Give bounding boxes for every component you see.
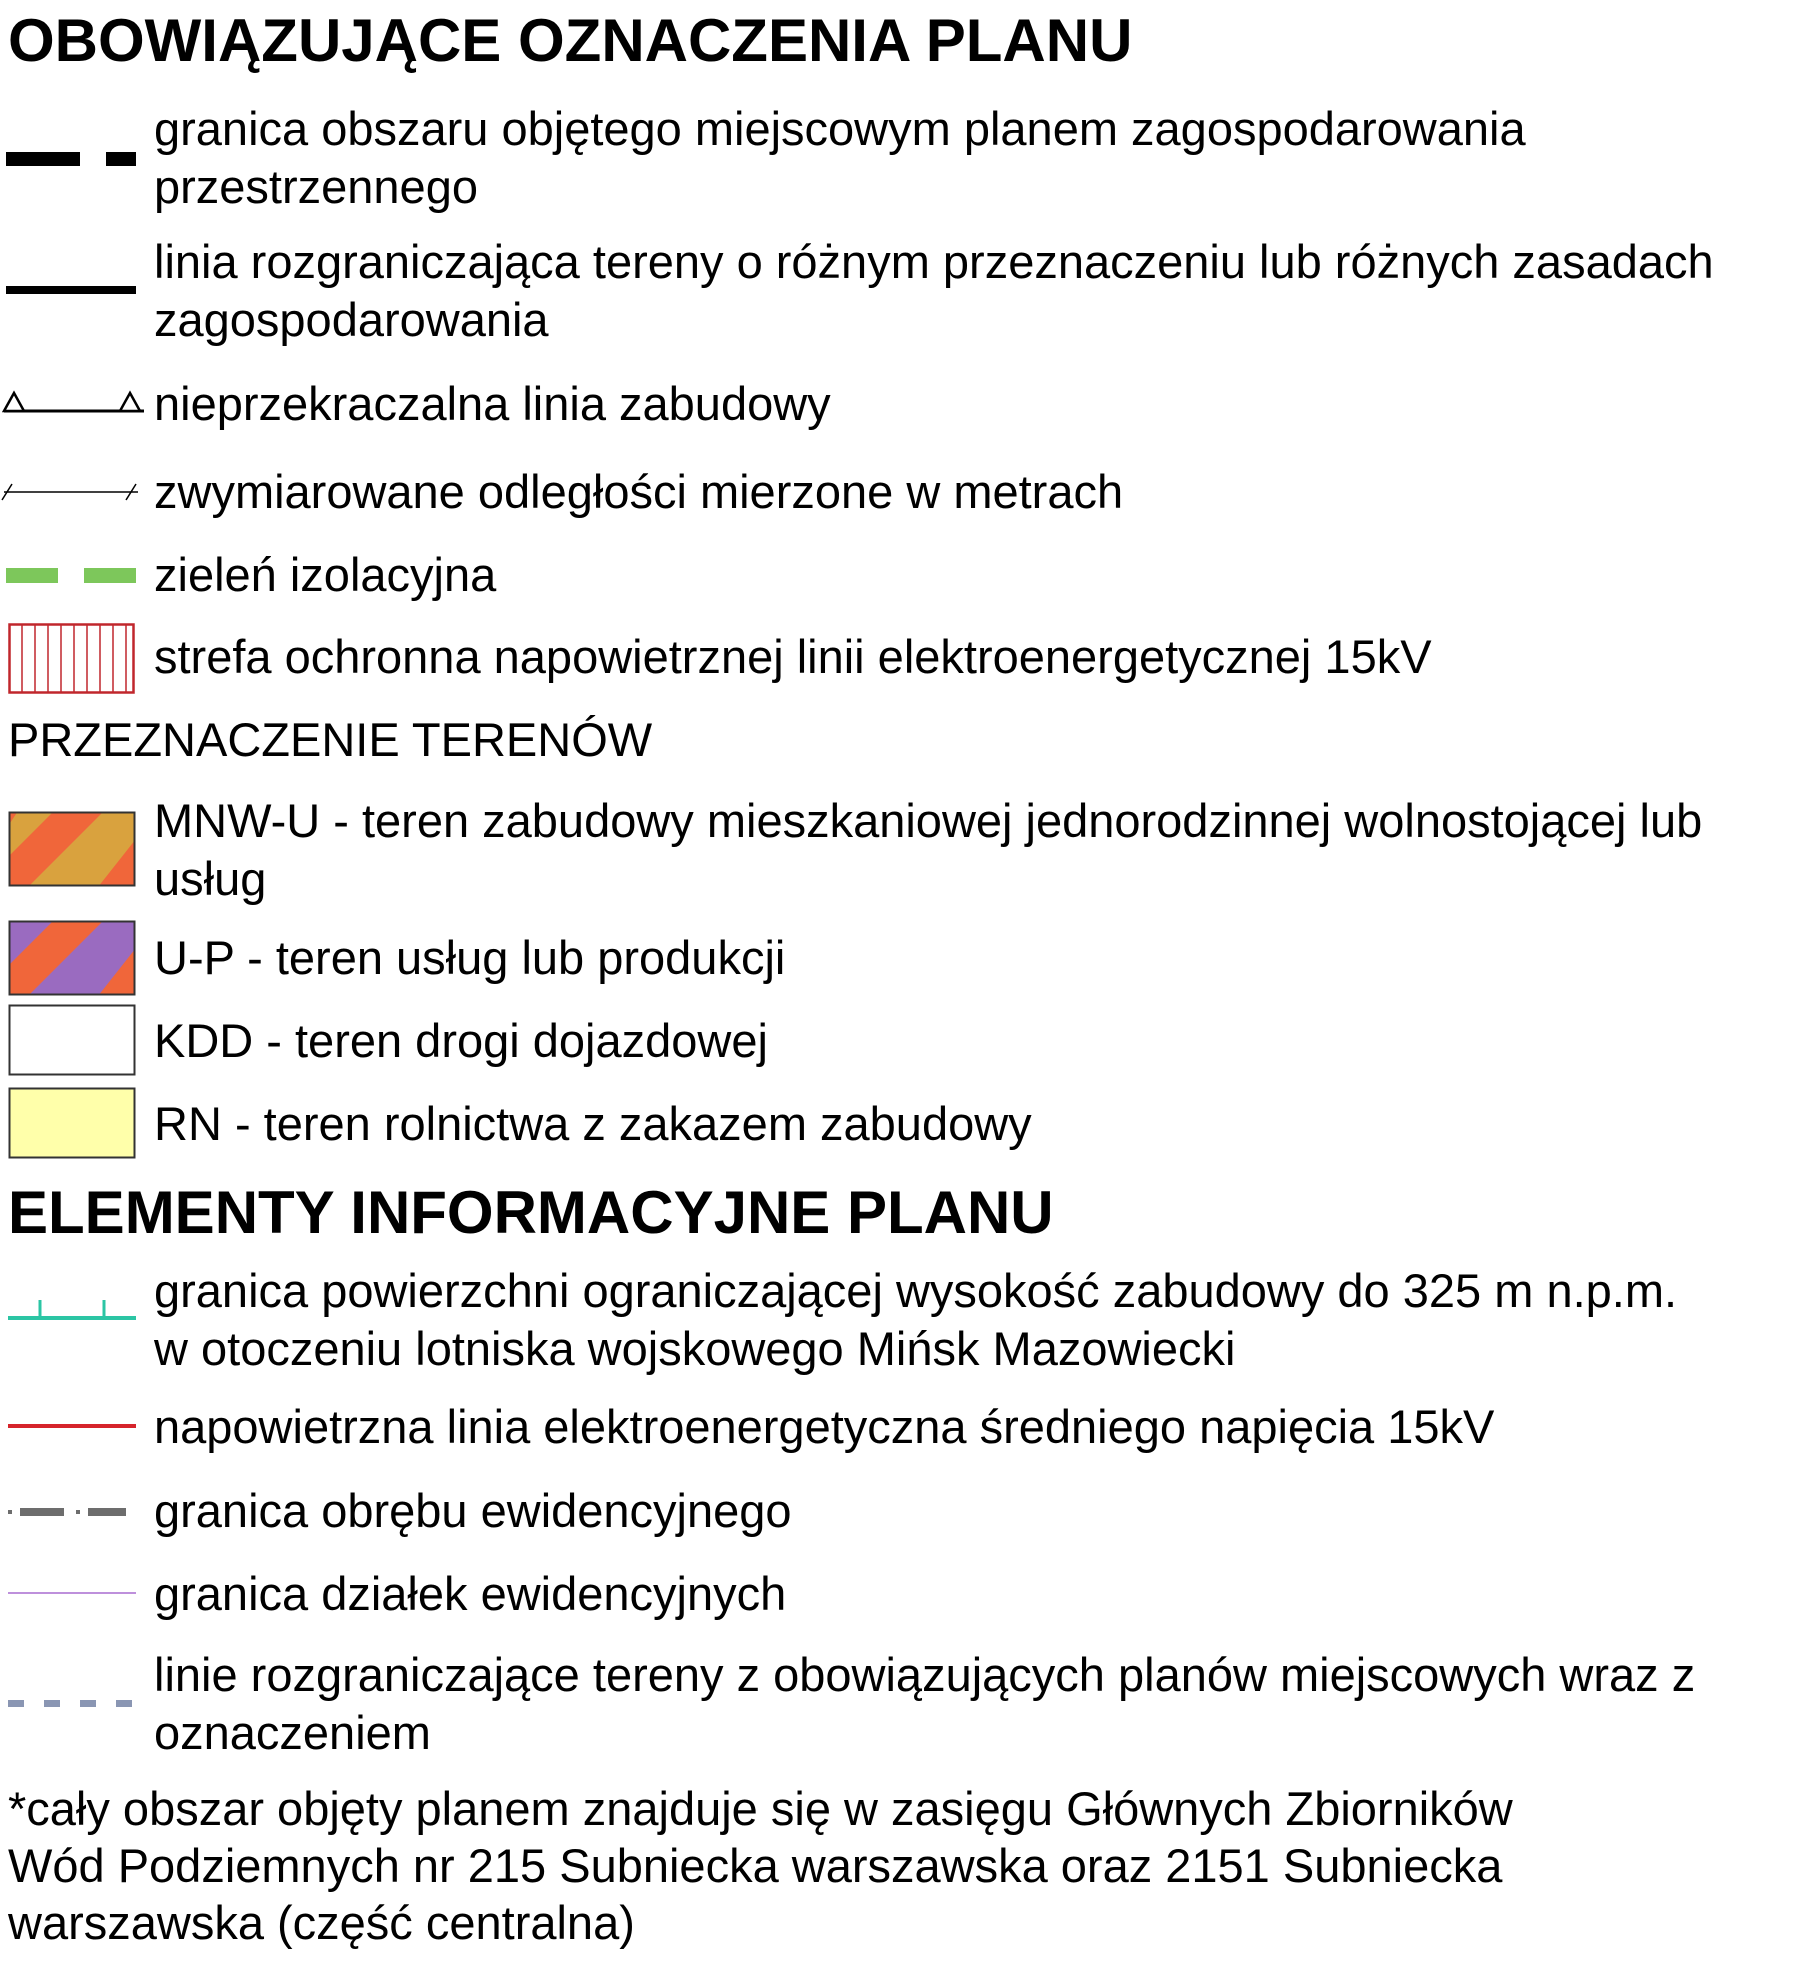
footnote-line: warszawska (część centralna): [8, 1896, 635, 1949]
grey-dash-dot-line-icon: [6, 1504, 136, 1520]
legend-label-line: U-P - teren usług lub produkcji: [154, 931, 786, 984]
legend-label-line: granica powierzchni ograniczającej wysokość zabudowy do 325 m n.p.m.: [154, 1264, 1678, 1317]
rn-swatch-icon: [8, 1087, 136, 1159]
heading-obligatory: OBOWIĄZUJĄCE OZNACZENIA PLANU: [8, 7, 1133, 74]
blue-grey-dashed-line-icon: [8, 1698, 136, 1710]
green-dashed-line-icon: [6, 566, 136, 586]
legend-label-line: granica obrębu ewidencyjnego: [154, 1484, 792, 1537]
thick-dashed-line-icon: [6, 150, 136, 170]
red-hatched-box-icon: [8, 623, 136, 695]
teal-ticked-line-icon: [8, 1296, 136, 1322]
red-line-icon: [8, 1420, 136, 1432]
legend-label-line: usług: [154, 852, 267, 905]
legend-label-line: w otoczeniu lotniska wojskowego Mińsk Mazowiecki: [154, 1322, 1236, 1375]
legend-label-line: MNW-U - teren zabudowy mieszkaniowej jednorodzinnej wolnostojącej lub: [154, 794, 1703, 847]
heading-informational: ELEMENTY INFORMACYJNE PLANU: [8, 1179, 1054, 1246]
legend-label-line: zieleń izolacyjna: [154, 548, 497, 601]
legend-label-line: linie rozgraniczające tereny z obowiązujących planów miejscowych wraz z: [154, 1648, 1696, 1701]
legend-label-line: linia rozgraniczająca tereny o różnym przeznaczeniu lub różnych zasadach: [154, 235, 1714, 288]
mnw-u-swatch-icon: [8, 811, 136, 887]
thin-purple-line-icon: [8, 1590, 136, 1596]
legend-label-line: nieprzekraczalna linia zabudowy: [154, 377, 831, 430]
u-p-swatch-icon: [8, 920, 136, 996]
legend-label-line: granica obszaru objętego miejscowym planem zagospodarowania: [154, 102, 1526, 155]
legend-label-line: napowietrzna linia elektroenergetyczna średniego napięcia 15kV: [154, 1400, 1495, 1453]
legend-label-line: KDD - teren drogi dojazdowej: [154, 1014, 768, 1067]
solid-line-icon: [6, 284, 136, 298]
legend-label-line: RN - teren rolnictwa z zakazem zabudowy: [154, 1097, 1032, 1150]
legend-label-line: zagospodarowania: [154, 293, 549, 346]
legend-label-line: przestrzennego: [154, 160, 478, 213]
line-with-triangles-icon: [0, 383, 148, 417]
footnote-line: Wód Podziemnych nr 215 Subniecka warszawska oraz 2151 Subniecka: [8, 1839, 1503, 1892]
dimension-line-icon: [0, 480, 142, 504]
legend-label-line: zwymiarowane odległości mierzone w metrach: [154, 465, 1124, 518]
legend-label-line: strefa ochronna napowietrznej linii elektroenergetycznej 15kV: [154, 630, 1432, 683]
legend-label-line: granica działek ewidencyjnych: [154, 1567, 787, 1620]
heading-land-use: PRZEZNACZENIE TERENÓW: [8, 713, 653, 766]
footnote-line: *cały obszar objęty planem znajduje się w zasięgu Głównych Zbiorników: [8, 1782, 1513, 1835]
kdd-swatch-icon: [8, 1004, 136, 1076]
legend-label-line: oznaczeniem: [154, 1706, 431, 1759]
